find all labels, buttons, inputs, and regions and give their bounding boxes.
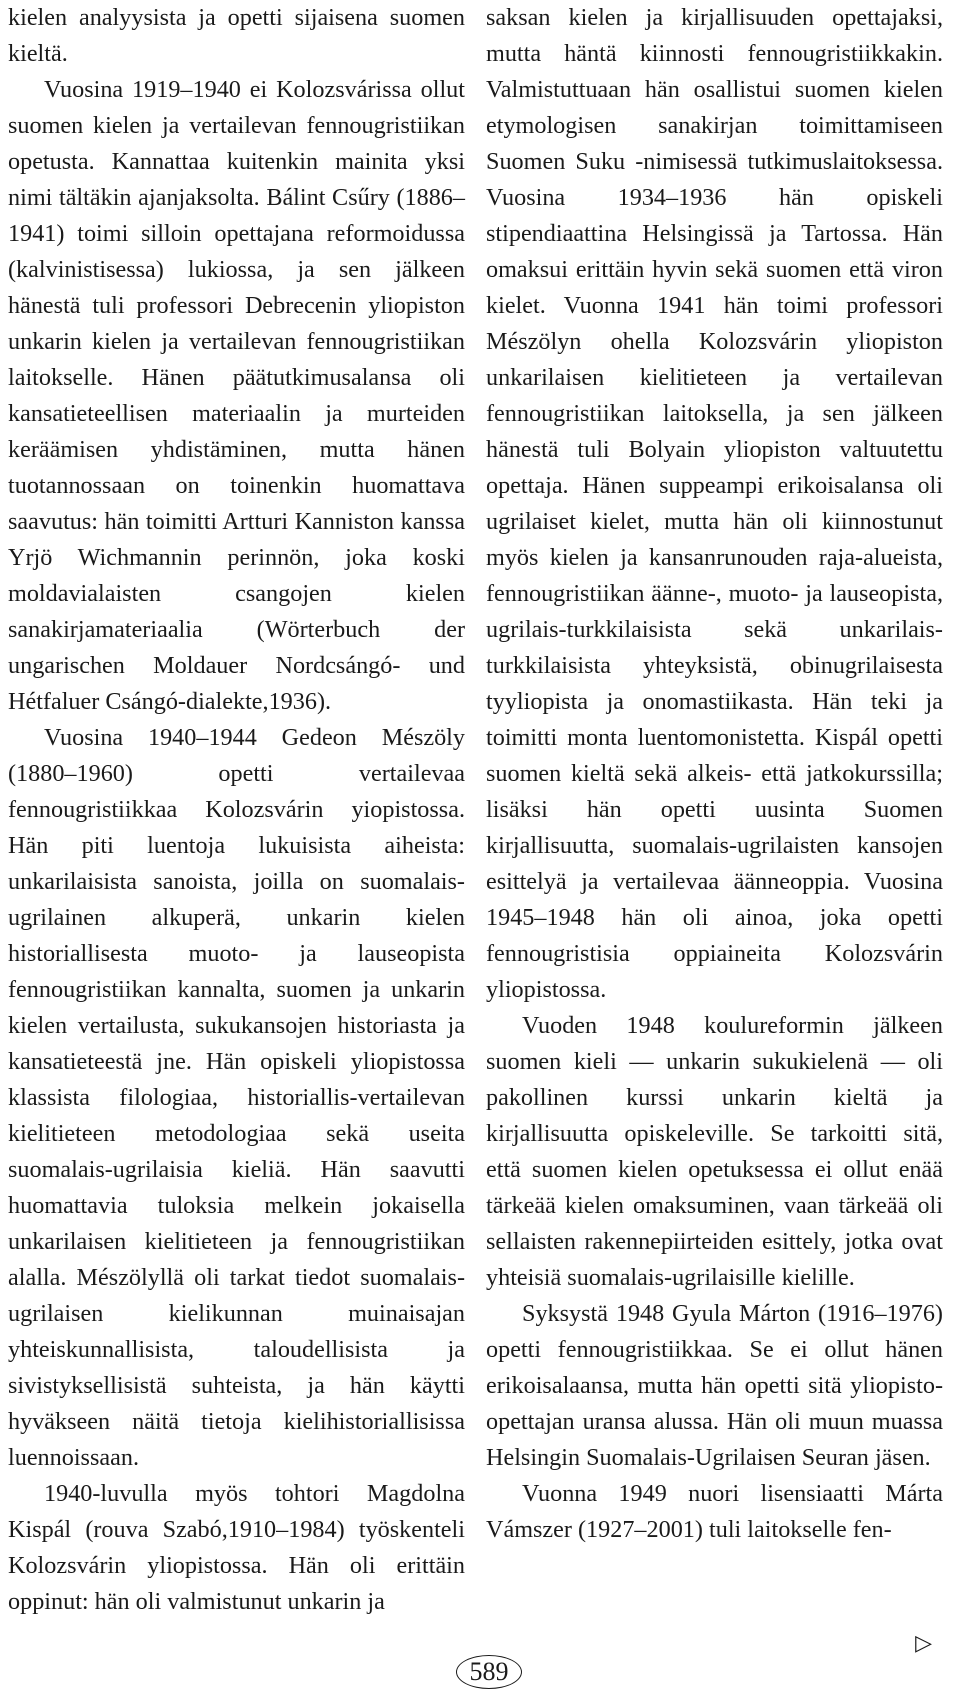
right-column (486, 0, 943, 1548)
paragraph: Syksystä 1948 Gyula Márton (1916–1976) opetti fennougristiikkaa. Se ei ollut hänen erikoisalaansa, mutta hän opetti sitä yliopisto-opettajan uransa alussa. Hän oli muun muassa Helsingin Suomalais-Ugrilaisen Seuran jäsen. (486, 1300, 943, 1471)
paragraph: 1940-luvulla myös tohtori Magdolna Kispál (rouva Szabó,1910–1984) työskenteli Kolozsvárin yliopistossa. Hän oli erittäin oppinut: hän oli valmistunut unkarin ja (8, 1480, 465, 1615)
paragraph: Vuoden 1948 koulureformin jälkeen suomen kieli — unkarin sukukielenä — oli pakollinen kurssi unkarin kieltä ja kirjallisuutta opiskeleville. Se tarkoitti sitä, että suomen kielen opetuksessa ei ollut enää tärkeää kielen omaksuminen, vaan tärkeää oli sellaisten rakennepiirteiden esittely, jotka ovat yhteisiä suomalais-ugrilaisille kielille. (486, 1012, 943, 1291)
paragraph: saksan kielen ja kirjallisuuden opettajaksi, mutta häntä kiinnosti fennougristiikkakin. Valmistuttuaan hän osallistui suomen kielen etymologisen sanakirjan toimittamiseen Suomen Suku -nimisessä tutkimuslaitoksessa. Vuosina 1934–1936 hän opiskeli stipendiaattina Helsingissä ja Tartossa. Hän omaksui erittäin hyvin sekä suomen että viron kielet. Vuonna 1941 hän toimi professori Mészölyn ohella Kolozsvárin yliopiston unkarilaisen kielitieteen ja vertailevan fennougristiikan laitoksella, ja sen jälkeen hänestä tuli Bolyain yliopiston valtuutettu opettaja. Hänen suppeampi erikoisalansa oli ugrilaiset kielet, mutta hän oli kiinnostunut myös kielen ja kansanrunouden raja-alueista, fennougristiikan äänne-, muoto- ja lauseopista, ugrilais-turkkilaisista sekä unkarilais-turkkilaisista yhteyksistä, obinugrilaisesta tyyliopista ja onomastiikasta. Hän teki ja toimitti monta luentomonistetta. Kispál opetti suomen kieltä sekä alkeis- että jatkokurssilla; lisäksi hän opetti uusinta Suomen kirjallisuutta, suomalais-ugrilaisten kansojen esittelyä ja vertailevaa äänneoppia. Vuosina 1945–1948 hän oli ainoa, joka opetti fennougristisia oppiaineita Kolozsvárin yliopistossa. (486, 4, 943, 1003)
paragraph: kielen analyysista ja opetti sijaisena suomen kieltä. (8, 4, 465, 67)
continue-arrow-icon: ▷ (915, 1630, 932, 1655)
paragraph: Vuonna 1949 nuori lisensiaatti Márta Vámszer (1927–2001) tuli laitokselle fen- (486, 1480, 943, 1543)
page-number: 589 (456, 1655, 522, 1689)
paragraph: Vuosina 1919–1940 ei Kolozsvárissa ollut suomen kielen ja vertailevan fennougristiikan opetusta. Kannattaa kuitenkin mainita yksi nimi tältäkin ajanjaksolta. Bálint Csűry (1886–1941) toimi silloin opettajana reformoidussa (kalvinistisessa) lukiossa, ja sen jälkeen hänestä tuli professori Debrecenin yliopiston unkarin kielen ja vertailevan fennougristiikan laitokselle. Hänen päätutkimusalansa oli kansatieteellisen materiaalin ja murteiden keräämisen yhdistäminen, mutta hänen tuotannossaan on toinenkin huomattava saavutus: hän toimitti Artturi Kanniston kanssa Yrjö Wichmannin perinnön, joka koski moldavialaisten csangojen kielen sanakirjamateriaalia (Wörterbuch der ungarischen Moldauer Nordcsángó- und Hétfaluer Csángó-dialekte,1936). (8, 76, 465, 715)
left-column (8, 0, 465, 1620)
paragraph: Vuosina 1940–1944 Gedeon Mészöly (1880–1960) opetti vertailevaa fennougristiikkaa Kolozsvárin yiopistossa. Hän piti luentoja lukuisista aiheista: unkarilaisista sanoista, joilla on suomalais-ugrilainen alkuperä, unkarin kielen historiallisesta muoto- ja lauseopista fennougristiikan kannalta, suomen ja unkarin kielen vertailusta, sukukansojen historiasta ja kansatieteestä jne. Hän opiskeli yliopistossa klassista filologiaa, historiallis-vertailevan kielitieteen metodologiaa sekä useita suomalais-ugrilaisia kieliä. Hän saavutti huomattavia tuloksia melkein jokaisella unkarilaisen kielitieteen ja fennougristiikan alalla. Mészölyllä oli tarkat tiedot suomalais-ugrilaisen kielikunnan muinaisajan yhteiskunnallisista, taloudellisista ja sivistyksellisistä suhteista, ja hän käytti hyväkseen näitä tietoja kielihistoriallisissa luennoissaan. (8, 724, 465, 1471)
